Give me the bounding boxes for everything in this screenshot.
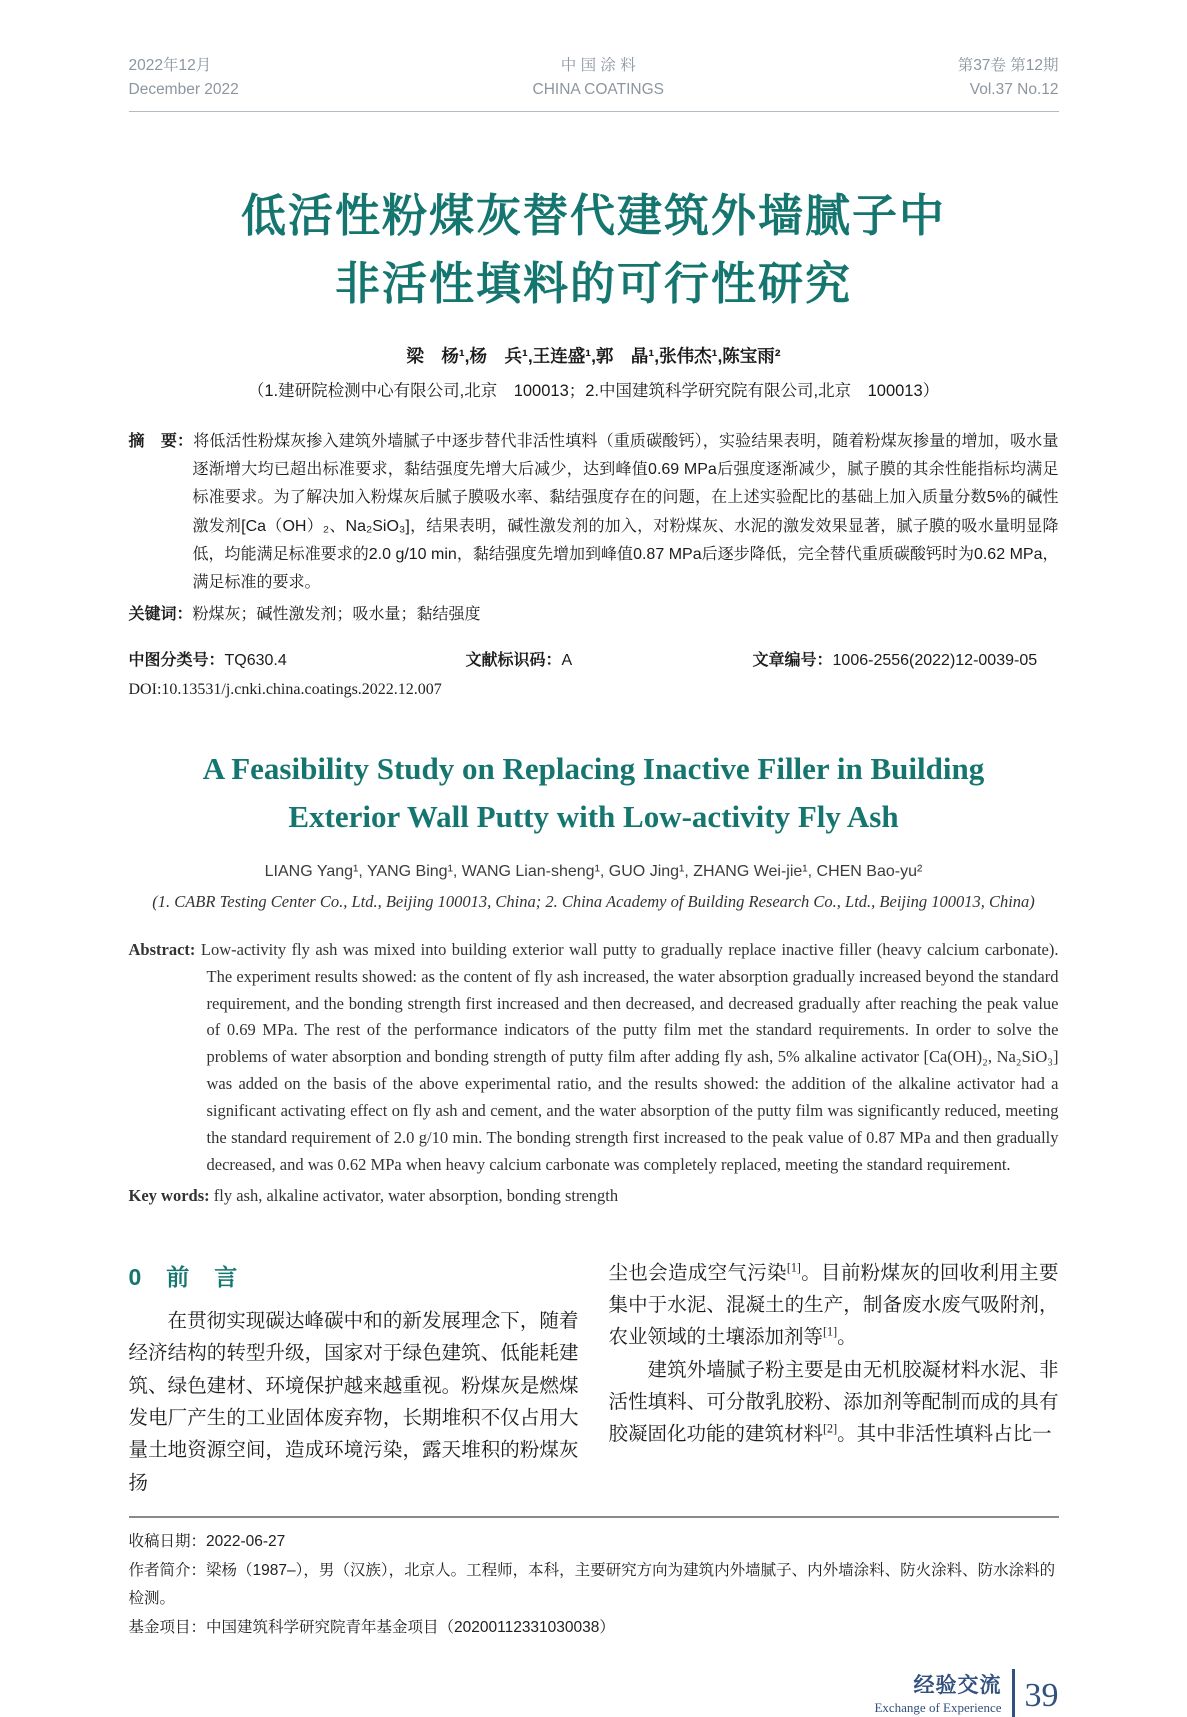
- footer-divider-bar: [1012, 1669, 1015, 1717]
- footer-section: [874, 1669, 1001, 1716]
- affiliation-en: (1. CABR Testing Center Co., Ltd., Beijing 100013, China; 2. China Academy of Building Research Co., Ltd., Beijing 100013, China): [152, 892, 1035, 912]
- meta-doc-code-value: A: [561, 652, 573, 670]
- header-journal-en: CHINA COATINGS: [532, 81, 664, 99]
- page-header: [129, 0, 1059, 112]
- meta-row: [129, 647, 1059, 670]
- intro-paragraph: 尘也会造成空气污染[1]。目前粉煤灰的回收利用主要集中于水泥、混凝土的生产，制备废水废气吸附剂，农业领域的土壤添加剂等[1]。: [608, 1260, 1059, 1349]
- meta-article-id-label: 文章编号：: [752, 652, 833, 670]
- header-journal: [533, 54, 664, 102]
- meta-doc-code: [466, 647, 753, 670]
- keywords-cn: [129, 601, 1059, 629]
- abstract-en-label: Abstract:: [128, 939, 196, 959]
- abstract-cn-text: 将低活性粉煤灰掺入建筑外墙腻子中逐步替代非活性填料（重质碳酸钙），实验结果表明，随着粉煤灰掺量的增加，吸水量逐渐增大均已超出标准要求，黏结强度先增大后减少，达到峰值0.69 MPa后强度逐渐减少，腻子膜的其余性能指标均满足标准要求。为了解决加入粉煤灰后腻子膜吸水率、黏结强度存在的问题，在上述实验配比的基础上加入质量分数5%的碱性激发剂[Ca（OH）₂、Na₂SiO₃]，结果表明，碱性激发剂的加入，对粉煤灰、水泥的激发效果显著，腻子膜的吸水量明显降低，均能满足标准要求的2.0 g/10 min，黏结强度先增加到峰值0.87 MPa后逐步降低，完全替代重质碳酸钙时为0.62 MPa，满足标准的要求。: [192, 433, 1059, 591]
- abstract-en-text: Low-activity fly ash was mixed into building exterior wall putty to gradually replace inactive filler (heavy calcium carbonate). The experiment results showed: as the content of fly ash increased, the water absorption gradually increased beyond the standard requirement, and the bonding strength first increased and then decreased, and decreased gradually after reaching the peak value of 0.69 MPa. The rest of the performance indicators of the putty film met the standard requirements. In order to solve the problems of water absorption and bonding strength of putty film after adding fly ash, 5% alkaline activator [Ca(OH)₂, Na₂SiO₃] was added on the basis of the above experimental ratio, and the results showed: the addition of the alkaline activator had a significant activating effect on fly ash and cement, and the water absorption of the putty film was significantly reduced, meeting the standard requirement of 2.0 g/10 min. The bonding strength first increased to the peak value of 0.87 MPa and then gradually decreased, and was 0.62 MPa when heavy calcium carbonate was completely replaced, meeting the standard requirement.: [200, 939, 1059, 1174]
- article-title-cn-line2: 非活性填料的可行性研究: [334, 257, 852, 309]
- keywords-en: [129, 1183, 1059, 1210]
- header-journal-cn: 中 国 涂 料: [560, 57, 636, 74]
- meta-clc: [129, 647, 466, 670]
- intro-paragraph: 在贯彻实现碳达峰碳中和的新发展理念下，随着经济结构的转型升级，国家对于绿色建筑、低能耗建筑、绿色建材、环境保护越来越重视。粉煤灰是燃煤发电厂产生的工业固体废弃物，长期堆积不仅占用大量土地资源空间，造成环境污染，露天堆积的粉煤灰扬: [128, 1310, 579, 1494]
- abstract-cn-label: 摘 要：: [128, 433, 194, 451]
- header-issue: [958, 54, 1059, 102]
- abstract-en: [129, 937, 1059, 1179]
- doi: DOI:10.13531/j.cnki.china.coatings.2022.12.007: [128, 681, 442, 699]
- meta-article-id: [753, 647, 1059, 670]
- header-date-cn: 2022年12月: [128, 57, 212, 74]
- footnotes: [129, 1516, 1059, 1643]
- intro-columns: [129, 1258, 1059, 1500]
- authors-en: LIANG Yang¹, YANG Bing¹, WANG Lian-sheng¹, GUO Jing¹, ZHANG Wei-jie¹, CHEN Bao-yu²: [264, 863, 923, 881]
- header-date: [129, 54, 239, 102]
- header-date-en: December 2022: [128, 81, 239, 99]
- header-issue-cn: 第37卷 第12期: [957, 57, 1059, 74]
- article-title-en-line2: Exterior Wall Putty with Low-activity Fly Ash: [288, 799, 899, 835]
- footnote-author-bio: 作者简介：梁杨（1987–），男（汉族），北京人。工程师，本科，主要研究方向为建筑内外墙腻子、内外墙涂料、防火涂料、防水涂料的检测。: [128, 1561, 1056, 1608]
- abstract-cn: [129, 428, 1059, 597]
- keywords-en-text: fly ash, alkaline activator, water absorption, bonding strength: [213, 1185, 619, 1205]
- intro-paragraph: 建筑外墙腻子粉主要是由无机胶凝材料水泥、非活性填料、可分散乳胶粉、添加剂等配制而成的具有胶凝固化功能的建筑材料[2]。其中非活性填料占比一: [608, 1359, 1059, 1446]
- page-number: 39: [1024, 1676, 1059, 1714]
- affiliation-cn: （1.建研院检测中心有限公司,北京 100013；2.中国建筑科学研究院有限公司,北京 100013）: [247, 382, 940, 401]
- article-title-en-line1: A Feasibility Study on Replacing Inactive Filler in Building: [202, 751, 985, 787]
- footer-section-en: Exchange of Experience: [874, 1700, 1002, 1716]
- meta-article-id-value: 1006-2556(2022)12-0039-05: [832, 652, 1038, 670]
- article-title-cn: [129, 182, 1059, 317]
- journal-page: [129, 0, 1059, 1717]
- footnote-received-date: 收稿日期：2022-06-27: [128, 1533, 286, 1551]
- header-issue-en: Vol.37 No.12: [969, 81, 1059, 99]
- footer-section-cn: 经验交流: [913, 1674, 1002, 1698]
- footnote-funding: 基金项目：中国建筑科学研究院青年基金项目（20200112331030038）: [128, 1619, 615, 1637]
- keywords-cn-label: 关键词：: [128, 605, 193, 623]
- article-title-cn-line1: 低活性粉煤灰替代建筑外墙腻子中: [240, 190, 946, 242]
- intro-column-right: [609, 1258, 1059, 1500]
- meta-doc-code-label: 文献标识码：: [465, 652, 562, 670]
- keywords-cn-text: 粉煤灰；碱性激发剂；吸水量；黏结强度: [192, 605, 481, 623]
- meta-clc-value: TQ630.4: [224, 652, 287, 670]
- authors-cn: 梁 杨¹,杨 兵¹,王连盛¹,郭 晶¹,张伟杰¹,陈宝雨²: [406, 346, 781, 367]
- page-footer: [129, 1669, 1059, 1717]
- keywords-en-label: Key words:: [128, 1185, 210, 1205]
- section-heading-intro: 0 前 言: [128, 1263, 239, 1290]
- article-title-en: [129, 745, 1059, 841]
- meta-clc-label: 中图分类号：: [128, 652, 225, 670]
- intro-column-left: [129, 1258, 579, 1500]
